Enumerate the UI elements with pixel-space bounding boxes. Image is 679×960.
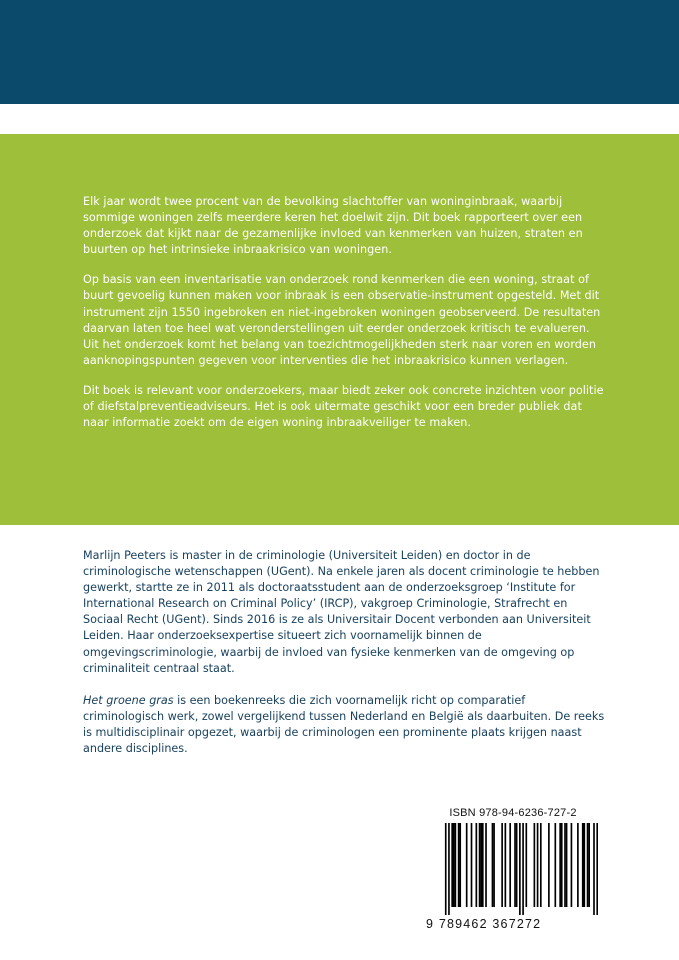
- barcode-bar: [505, 823, 507, 907]
- summary-paragraph-3: Dit boek is relevant voor onderzoekers, maar biedt zeker ook concrete inzichten voor politie of diefstalpreventieadviseurs. Het is ook uitermate geschikt voor een breder publiek dat naar informatie zoekt om de eigen woning inbraakveiliger te maken.: [83, 383, 604, 430]
- barcode-bar: [455, 823, 457, 907]
- barcode-bar: [445, 823, 447, 915]
- barcode-bar: [479, 823, 481, 907]
- barcode-bar: [561, 823, 563, 907]
- barcode-bar: [596, 823, 598, 915]
- separator-gap: [0, 104, 679, 134]
- barcode-bar: [593, 823, 595, 915]
- back-cover-info: [83, 548, 605, 773]
- summary-paragraph-1: Elk jaar wordt twee procent van de bevolking slachtoffer van woninginbraak, waarbij sommige woningen zelfs meerdere keren het doelwit zijn. Dit boek rapporteert over een onderzoek dat kijkt naar de gezamenlijke invloed van kenmerken van huizen, straten en buurten op het intrinsieke inbraakrisico van woningen.: [83, 195, 583, 257]
- barcode-bar: [492, 823, 494, 907]
- barcode-bar: [453, 823, 455, 907]
- barcode-bars: [432, 823, 598, 915]
- barcode-bar: [582, 823, 584, 907]
- barcode-bar: [588, 823, 590, 907]
- barcode-bar: [566, 823, 568, 907]
- barcode-bar: [482, 823, 484, 907]
- barcode-bar: [540, 823, 542, 907]
- series-name: Het groene gras: [83, 693, 174, 707]
- barcode-bar: [548, 823, 550, 907]
- barcode-bar: [458, 823, 460, 907]
- barcode-bar: [537, 823, 539, 907]
- summary-paragraph-2: Op basis van een inventarisatie van onderzoek rond kenmerken die een woning, straat of buurt gevoelig kunnen maken voor inbraak is een observatie-instrument opgesteld. Met dit instrument zijn 1550 ingebroken en niet-ingebroken woningen geobserveerd. De resultaten daarvan laten toe heel wat veronderstellingen uit eerder onderzoek kritisch te evalueren. Uit het onderzoek komt het belang van toezichtmogelijkheden sterk naar voren en worden aanknopingspunten gegeven voor interventies die het inbraakrisico kunnen verlagen.: [83, 273, 601, 367]
- isbn-barcode: [426, 807, 600, 931]
- barcode-bar: [564, 823, 566, 907]
- barcode-bar: [559, 823, 561, 907]
- series-description-paragraph: [83, 693, 605, 757]
- barcode-digits: 9 789462 367272: [426, 917, 542, 931]
- barcode-bar: [485, 823, 487, 907]
- barcode-bar: [519, 823, 521, 915]
- author-bio: Marlijn Peeters is master in de criminologie (Universiteit Leiden) en doctor in de criminologische wetenschappen (UGent). Na enkele jaren als docent criminologie te hebben gewerkt, startte ze in 2011 als doctoraatsstudent aan de onderzoeksgroep ‘Institute for International Research on Criminal Policy’ (IRCP), vakgroep Criminologie, Strafrecht en Sociaal Recht (UGent). Sinds 2016 is ze als Universitair Docent verbonden aan Universiteit Leiden. Haar onderzoeksexpertise situeert zich voornamelijk binnen de omgevingscriminologie, waarbij de invloed van fysieke kenmerken van de omgeving op criminaliteit centraal staat.: [83, 549, 600, 675]
- barcode-bar: [493, 823, 495, 907]
- barcode-bar: [471, 823, 473, 907]
- series-description: is een boekenreeks die zich voornamelijk richt op comparatief criminologisch werk, zowel vergelijkend tussen Nederland en België als daarbuiten. De reeks is multidisciplinair opgezet, waarbij de criminologen een prominente plaats krijgen naast andere disciplines.: [83, 693, 605, 756]
- barcode-bar: [583, 823, 585, 907]
- barcode-bar: [522, 823, 524, 915]
- barcode-bar: [459, 823, 461, 907]
- top-color-band: [0, 0, 679, 104]
- barcode-bar: [534, 823, 536, 907]
- barcode-bar: [514, 823, 516, 907]
- barcode-bar: [501, 823, 503, 907]
- green-summary-panel: [0, 134, 679, 525]
- barcode-bar: [587, 823, 589, 907]
- barcode-bar: [451, 823, 453, 907]
- barcode-bar: [480, 823, 482, 907]
- barcode-bar: [476, 823, 478, 907]
- barcode-bar: [525, 823, 527, 907]
- barcode-bar: [448, 823, 450, 915]
- barcode-bar: [571, 823, 573, 907]
- barcode-bar: [466, 823, 468, 907]
- barcode-bar: [554, 823, 556, 907]
- summary-text: [83, 194, 605, 445]
- barcode-bar: [516, 823, 518, 907]
- barcode-bar: [577, 823, 579, 907]
- barcode-bar: [509, 823, 511, 907]
- isbn-label: ISBN 978-94-6236-727-2: [449, 807, 577, 819]
